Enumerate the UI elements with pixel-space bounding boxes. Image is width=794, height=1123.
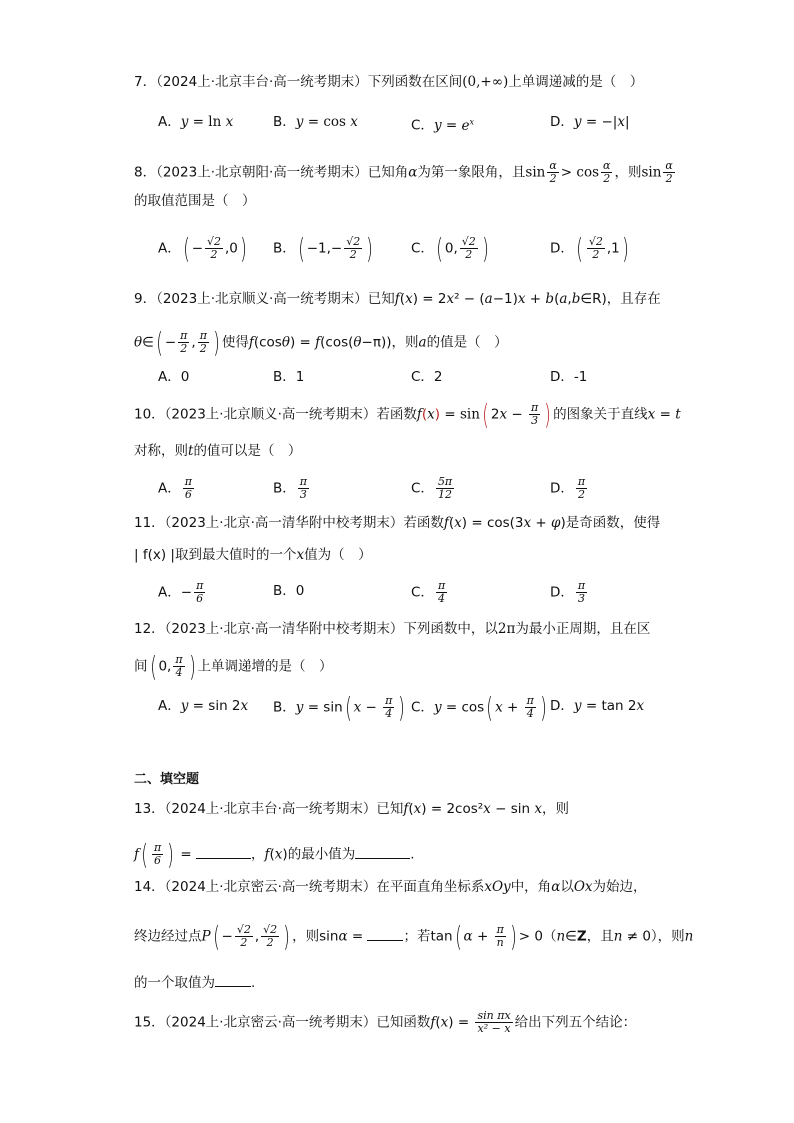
q8-option-b[interactable]: B．( −1,− $\frac{√2}{2}$ ) [273, 231, 373, 265]
q8-stem: 8．（2023上·北京朝阳·高一统考期末）已知角 [134, 164, 409, 181]
q7-stem: 7．（2024上·北京丰台·高一统考期末）下列函数在区间 [134, 74, 463, 90]
question-15: 15．（2024上·北京密云·高一统考期末）已知函数f(x) = $\frac{\text{sin πx}}{\text{x² − x}}$ 给出下列五个结论： [134, 1009, 637, 1035]
q12-option-b[interactable]: B．y = sin( x − $\frac{\pi}{4}$ ) [273, 690, 406, 724]
question-14: 14．（2024上·北京密云·高一统考期末）在平面直角坐标系xOy中，角α以Ox为始边， [134, 879, 647, 895]
q13-line2: f( $\frac{\pi}{6}$ ) = ，f(x)的最小值为 . [134, 837, 415, 871]
q12-line2: 间( 0, $\frac{\pi}{4}$ ) 上单调递增的是（ ） [134, 649, 333, 683]
q13-blank-2[interactable] [355, 844, 410, 859]
q14-blank-1[interactable] [367, 926, 403, 941]
q11-option-b[interactable]: B．0 [273, 583, 305, 599]
q10-option-b[interactable]: B． $\frac{\pi}{3}$ [273, 475, 307, 501]
q8-option-a[interactable]: A．( − $\frac{√2}{2}$ ,0) [158, 231, 247, 265]
q7-option-b[interactable]: B．y = cos x [273, 114, 358, 130]
q7-option-a[interactable]: A．y = ln x [158, 114, 234, 130]
q10-line2: 对称，则t的值可以是（ ） [134, 443, 302, 459]
q11-line2: | f(x) |取到最大值时的一个x值为（ ） [134, 547, 372, 563]
q7-option-d[interactable]: D．y = −|x| [550, 114, 630, 130]
q14-line3: 的一个取值为 . [134, 972, 255, 994]
question-12: 12．（2023上·北京·高一清华附中校考期末）下列函数中，以2π为最小正周期，且在区 [134, 621, 651, 637]
question-9: 9．（2023上·北京顺义·高一统考期末）已知f(x) = 2x² − (a−1)x + b(a,b∈R)，且存在 [134, 291, 661, 307]
question-13: 13．（2024上·北京丰台·高一统考期末）已知f(x) = 2cos²x − sin x，则 [134, 801, 569, 817]
q10-option-a[interactable]: A． $\frac{\pi}{6}$ [158, 475, 192, 501]
question-8: 8．（2023上·北京朝阳·高一统考期末）已知角α为第一象限角，且sin $\frac{\alpha}{2}$ > cos $\frac{\alpha}{2}$ ，则sin $\frac{\alpha}{2}$ [134, 159, 673, 185]
q11-option-a[interactable]: A．− $\frac{\pi}{6}$ [158, 579, 204, 605]
q9-line2: θ∈( − $\frac{\pi}{2}$ , $\frac{\pi}{2}$ ) 使得f(cosθ) = f(cos(θ−π))，则a的值是（ ） [134, 325, 508, 359]
q7-option-c[interactable]: C．$y = e^x$ [411, 117, 474, 134]
q7-stem-end: 上单调递减的是（ ） [508, 74, 644, 90]
q11-option-c[interactable]: C． $\frac{\pi}{4}$ [411, 579, 446, 605]
q8-option-c[interactable]: C．( 0, $\frac{√2}{2}$ ) [411, 231, 489, 265]
q7-interval: (0,+∞) [462, 74, 509, 90]
q13-blank-1[interactable] [196, 844, 251, 859]
q12-option-a[interactable]: A．y = sin 2x [158, 698, 249, 714]
q10-option-c[interactable]: C． $\frac{5\pi}{12}$ [411, 475, 453, 501]
q14-line2: 终边经过点P( − $\frac{√2}{2}$ , $\frac{√2}{2}$ ) ，则sinα = ；若tan( α + $\frac{\pi}{n}$ ) > 0（n∈Z，且n ≠ 0），则n [134, 919, 694, 953]
q10-option-d[interactable]: D． $\frac{\pi}{2}$ [550, 475, 586, 501]
question-7 [134, 71, 643, 93]
q14-blank-2[interactable] [215, 972, 251, 987]
q8-option-d[interactable]: D．( $\frac{√2}{2}$ ,1) [550, 231, 629, 265]
q8-line2: 的取值范围是（ ） [134, 193, 256, 209]
question-11: 11．（2023上·北京·高一清华附中校考期末）若函数f(x) = cos(3x + φ)是奇函数，使得 [134, 515, 661, 531]
question-10: 10．（2023上·北京顺义·高一统考期末）若函数f(x) = sin( 2x − $\frac{\pi}{3}$ ) 的图象关于直线x = t [134, 397, 681, 431]
q9-option-b[interactable]: B．1 [273, 369, 305, 385]
q9-option-d[interactable]: D．-1 [550, 369, 588, 385]
q11-option-d[interactable]: D． $\frac{\pi}{3}$ [550, 579, 586, 605]
q9-option-c[interactable]: C．2 [411, 369, 443, 385]
section-fill-in-blank: 二、填空题 [134, 772, 200, 787]
q9-option-a[interactable]: A．0 [158, 369, 190, 385]
q12-option-d[interactable]: D．y = tan 2x [550, 698, 645, 714]
q12-option-c[interactable]: C．y = cos( x + $\frac{\pi}{4}$ ) [411, 690, 547, 724]
